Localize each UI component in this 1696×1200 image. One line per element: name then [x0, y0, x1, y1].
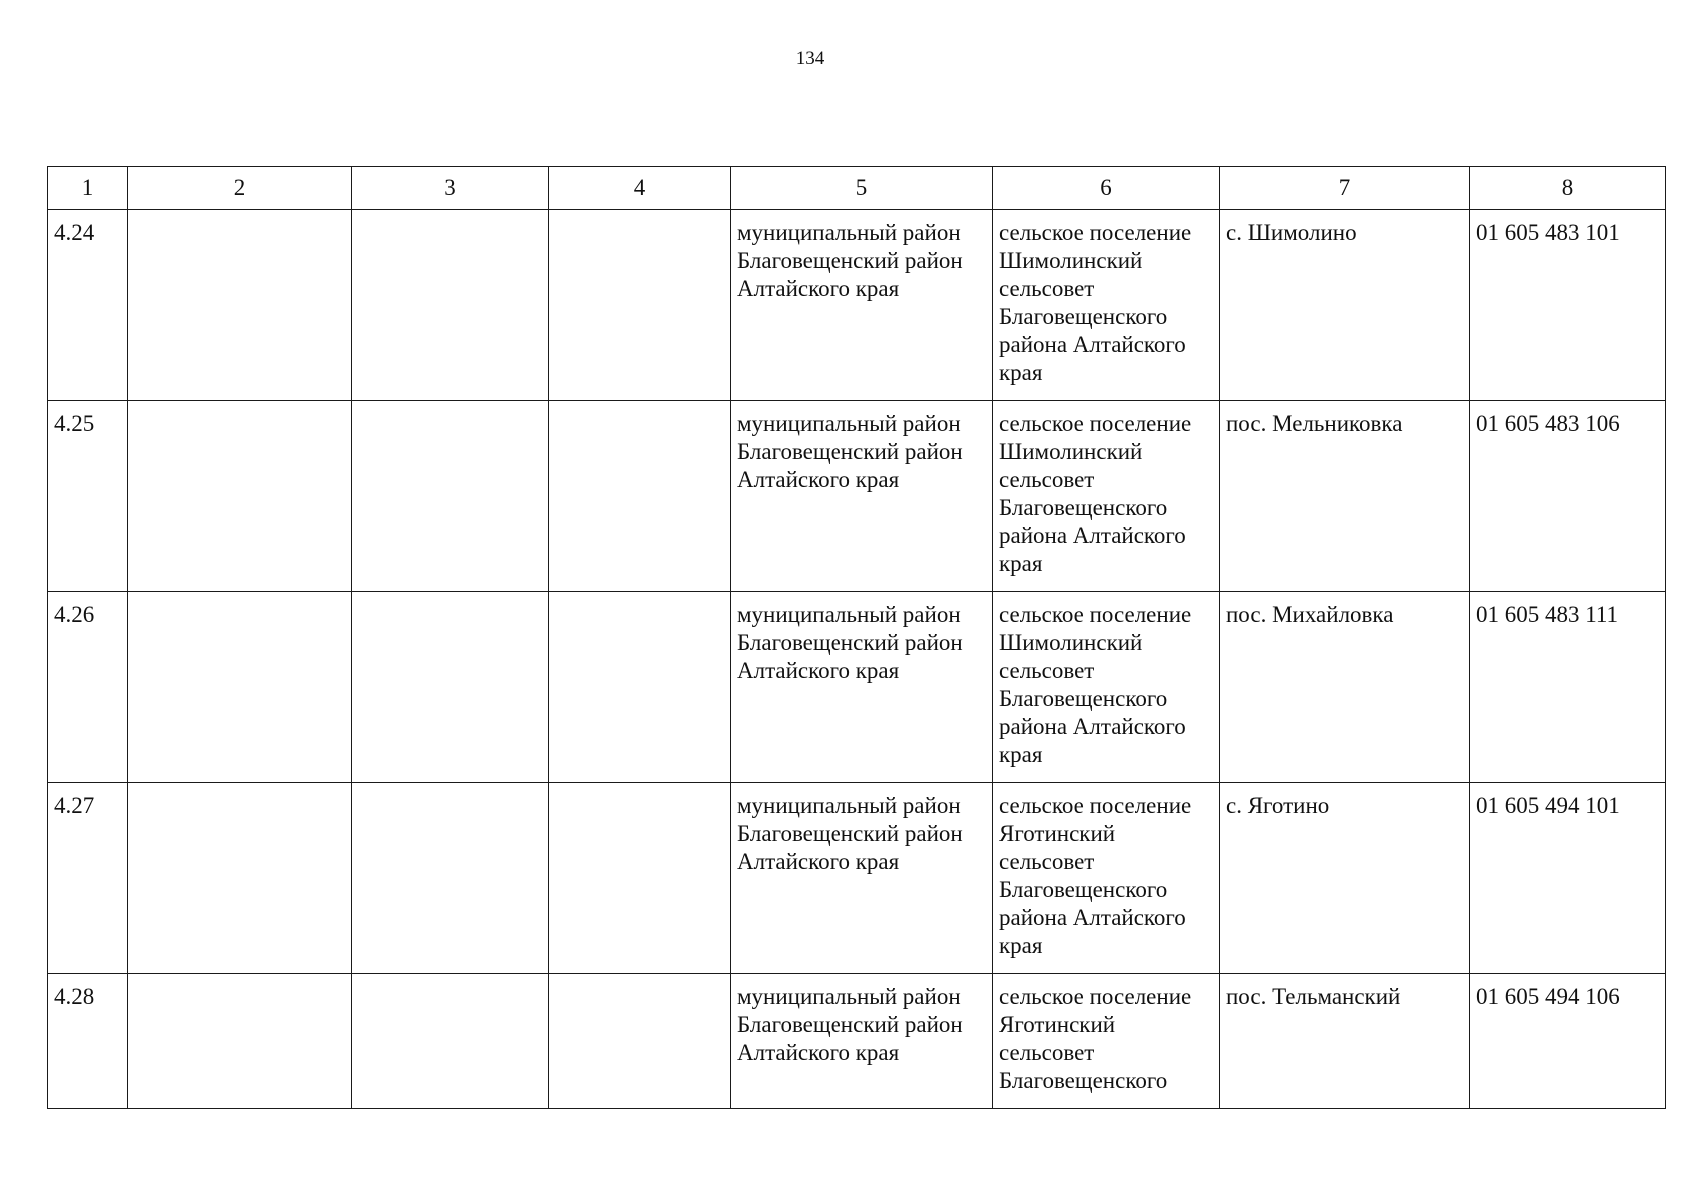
page-number: 134 [795, 48, 825, 69]
header-col-2: 2 [128, 167, 352, 210]
empty-cell-col-4 [549, 401, 731, 592]
locality-name: с. Яготино [1220, 783, 1470, 974]
oktmo-code: 01 605 483 111 [1470, 592, 1666, 783]
locality-name: пос. Мельниковка [1220, 401, 1470, 592]
header-col-1: 1 [48, 167, 128, 210]
table-row [48, 401, 1666, 592]
empty-cell-col-4 [549, 592, 731, 783]
empty-cell-col-4 [549, 974, 731, 1109]
empty-cell-col-3 [352, 210, 549, 401]
empty-cell-col-2 [128, 974, 352, 1109]
municipal-district: муниципальный район Благовещенский район Алтайского края [731, 974, 993, 1109]
empty-cell-col-3 [352, 974, 549, 1109]
row-number: 4.27 [48, 783, 128, 974]
oktmo-code: 01 605 483 101 [1470, 210, 1666, 401]
empty-cell-col-3 [352, 401, 549, 592]
oktmo-code: 01 605 494 101 [1470, 783, 1666, 974]
empty-cell-col-4 [549, 783, 731, 974]
oktmo-code: 01 605 494 106 [1470, 974, 1666, 1109]
empty-cell-col-2 [128, 783, 352, 974]
header-col-5: 5 [731, 167, 993, 210]
row-number: 4.25 [48, 401, 128, 592]
header-col-7: 7 [1220, 167, 1470, 210]
table-row [48, 783, 1666, 974]
table-body [48, 210, 1666, 1109]
row-number: 4.24 [48, 210, 128, 401]
empty-cell-col-2 [128, 210, 352, 401]
rural-settlement: сельское поселение Шимолинский сельсовет Благовещенского района Алтайского края [993, 592, 1220, 783]
empty-cell-col-2 [128, 401, 352, 592]
registry-table [47, 166, 1666, 1109]
row-number: 4.26 [48, 592, 128, 783]
empty-cell-col-4 [549, 210, 731, 401]
municipal-district: муниципальный район Благовещенский район Алтайского края [731, 210, 993, 401]
oktmo-code: 01 605 483 106 [1470, 401, 1666, 592]
empty-cell-col-2 [128, 592, 352, 783]
locality-name: пос. Михайловка [1220, 592, 1470, 783]
header-row [48, 167, 1666, 210]
municipal-district: муниципальный район Благовещенский район Алтайского края [731, 783, 993, 974]
municipal-district: муниципальный район Благовещенский район Алтайского края [731, 401, 993, 592]
locality-name: пос. Тельманский [1220, 974, 1470, 1109]
table-header [48, 167, 1666, 210]
row-number: 4.28 [48, 974, 128, 1109]
table-row [48, 210, 1666, 401]
rural-settlement: сельское поселение Шимолинский сельсовет Благовещенского района Алтайского края [993, 401, 1220, 592]
header-col-4: 4 [549, 167, 731, 210]
empty-cell-col-3 [352, 592, 549, 783]
table-row [48, 974, 1666, 1109]
rural-settlement: сельское поселение Яготинский сельсовет Благовещенского [993, 974, 1220, 1109]
header-col-6: 6 [993, 167, 1220, 210]
locality-name: с. Шимолино [1220, 210, 1470, 401]
municipal-district: муниципальный район Благовещенский район Алтайского края [731, 592, 993, 783]
header-col-3: 3 [352, 167, 549, 210]
empty-cell-col-3 [352, 783, 549, 974]
table-row [48, 592, 1666, 783]
header-col-8: 8 [1470, 167, 1666, 210]
rural-settlement: сельское поселение Шимолинский сельсовет Благовещенского района Алтайского края [993, 210, 1220, 401]
rural-settlement: сельское поселение Яготинский сельсовет Благовещенского района Алтайского края [993, 783, 1220, 974]
